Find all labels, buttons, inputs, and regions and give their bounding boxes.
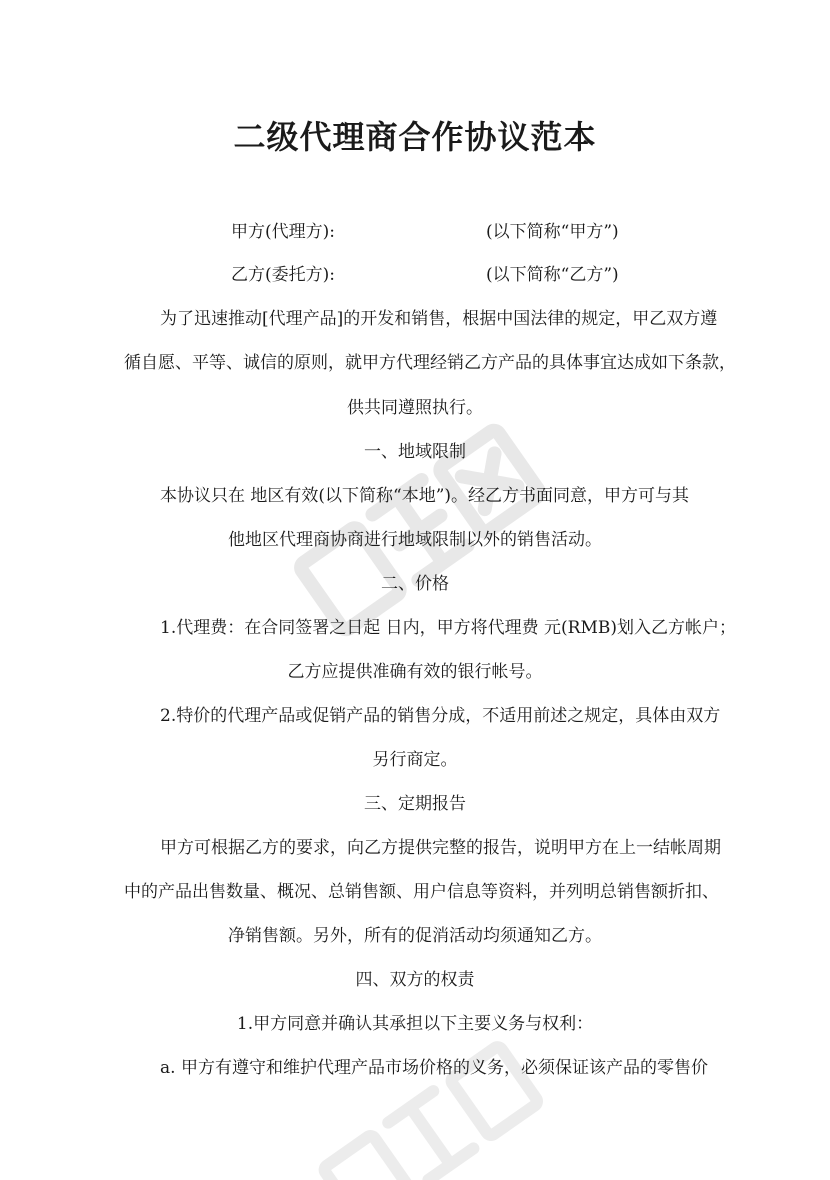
party-b-abbr: (以下简称“乙方”): [486, 265, 619, 285]
section-body-line: 净销售额。另外，所有的促消活动均须通知乙方。: [228, 926, 602, 946]
section-heading-region: 一、地域限制: [364, 442, 466, 462]
party-a-abbr: (以下简称“甲方”): [486, 222, 619, 242]
document-title: 二级代理商合作协议范本: [233, 118, 597, 156]
preamble-line: 循自愿、平等、诚信的原则，就甲方代理经销乙方产品的具体事宜达成如下条款，: [124, 353, 736, 373]
party-a-label: 甲方(代理方):: [231, 222, 335, 242]
section-body-line: 甲方可根据乙方的要求，向乙方提供完整的报告，说明甲方在上一结帐周期: [160, 838, 721, 858]
preamble-line: 为了迅速推动[代理产品]的开发和销售，根据中国法律的规定，甲乙双方遵: [160, 309, 718, 329]
party-b-label: 乙方(委托方):: [231, 265, 335, 285]
section-body-line: 中的产品出售数量、概况、总销售额、用户信息等资料，并列明总销售额折扣、: [124, 882, 719, 902]
section-body-line: 本协议只在 地区有效(以下简称“本地”)。经乙方书面同意，甲方可与其: [160, 486, 690, 506]
section-body-line: 1.甲方同意并确认其承担以下主要义务与权利：: [236, 1014, 594, 1034]
section-heading-price: 二、价格: [381, 574, 449, 594]
section-body-line: 另行商定。: [372, 750, 458, 770]
section-heading-rights: 四、双方的权责: [355, 970, 475, 990]
section-body-line: 他地区代理商协商进行地域限制以外的销售活动。: [228, 530, 602, 550]
section-body-line: 1.代理费：在合同签署之日起 日内，甲方将代理费 元(RMB)划入乙方帐户；: [160, 618, 736, 638]
section-body-line: 2.特价的代理产品或促销产品的销售分成，不适用前述之规定，具体由双方: [160, 706, 721, 726]
preamble-line: 供共同遵照执行。: [347, 398, 483, 418]
section-heading-report: 三、定期报告: [364, 794, 466, 814]
section-body-line: a. 甲方有遵守和维护代理产品市场价格的义务，必须保证该产品的零售价: [160, 1058, 708, 1078]
section-body-line: 乙方应提供准确有效的银行帐号。: [287, 662, 543, 682]
